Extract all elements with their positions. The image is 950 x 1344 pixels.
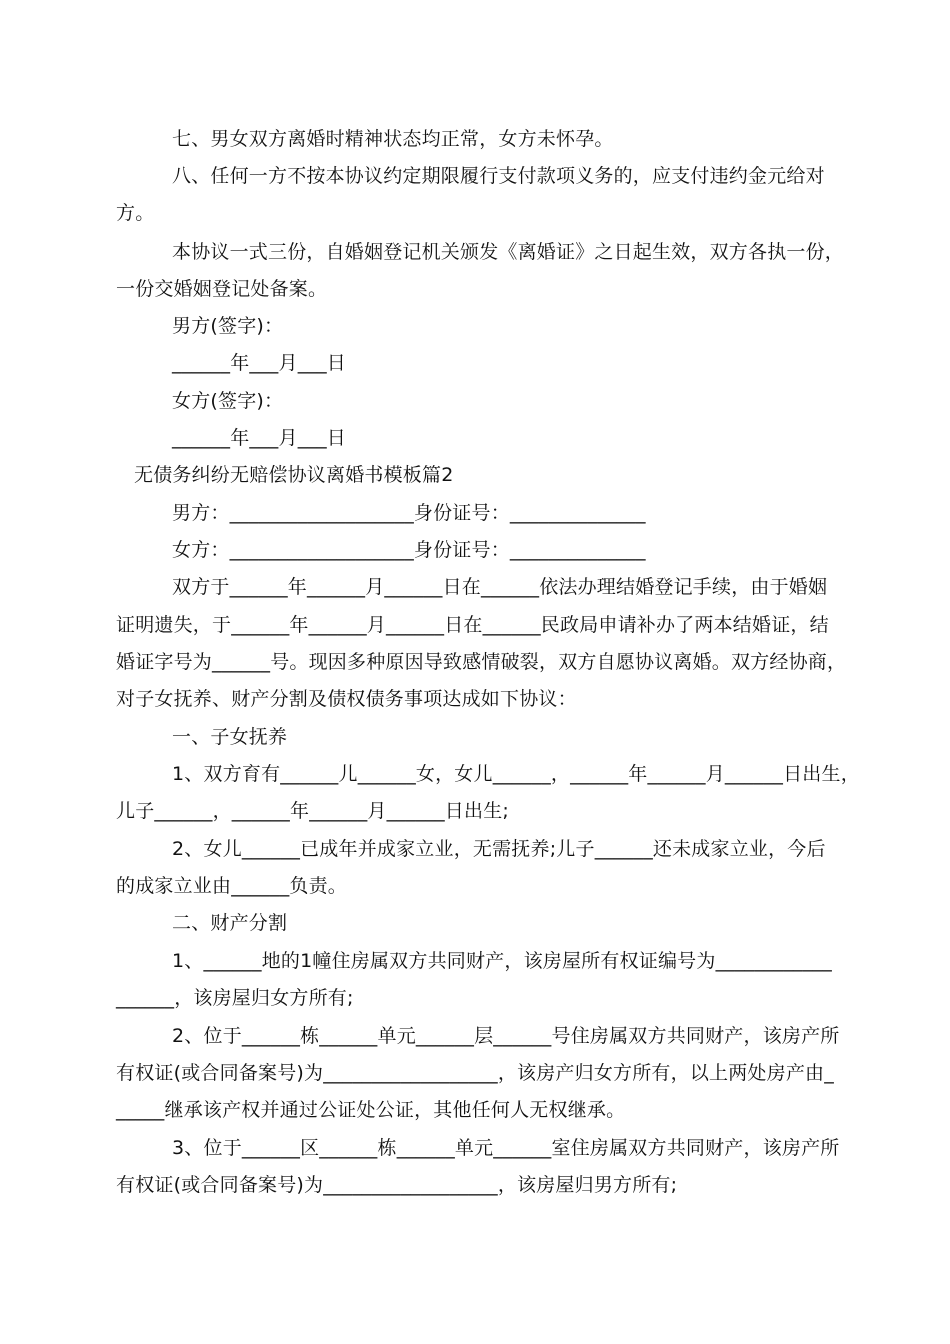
property-item-2-cont-2: _____继承该产权并通过公证处公证，其他任何人无权继承。 <box>116 1099 626 1121</box>
female-signature-date: ______年___月___日 <box>172 427 347 449</box>
female-id-line: 女方：___________________身份证号：______________ <box>172 539 646 561</box>
property-item-1-cont: ______，该房屋归女方所有; <box>116 987 354 1009</box>
heading-child-custody: 一、子女抚养 <box>172 726 288 748</box>
clause-7: 七、男女双方离婚时精神状态均正常，女方未怀孕。 <box>172 128 614 150</box>
property-item-3-cont: 有权证(或合同备案号)为__________________，该房屋归男方所有; <box>116 1174 678 1196</box>
validity-paragraph-cont: 一份交婚姻登记处备案。 <box>116 278 328 300</box>
section-title: 无债务纠纷无赔偿协议离婚书模板篇2 <box>134 464 454 486</box>
clause-8: 八、任何一方不按本协议约定期限履行支付款项义务的，应支付违约金元给对 <box>172 165 825 187</box>
marriage-paragraph-cont-3: 对子女抚养、财产分割及债权债务事项达成如下协议： <box>116 688 577 710</box>
property-item-2: 2、位于______栋______单元______层______号住房属双方共同财产，该房产所 <box>172 1025 840 1047</box>
validity-paragraph: 本协议一式三份，自婚姻登记机关颁发《离婚证》之日起生效，双方各执一份， <box>172 241 845 263</box>
property-item-3: 3、位于______区______栋______单元______室住房属双方共同财产，该房产所 <box>172 1137 840 1159</box>
heading-property-division: 二、财产分割 <box>172 912 288 934</box>
male-signature-label: 男方(签字)： <box>172 315 284 337</box>
custody-item-1: 1、双方育有______儿______女，女儿______，______年______月______日出生， <box>172 763 860 785</box>
male-signature-date: ______年___月___日 <box>172 352 347 374</box>
custody-item-1-cont: 儿子______，______年______月______日出生; <box>116 800 510 822</box>
marriage-paragraph-cont-2: 婚证字号为______号。现因多种原因导致感情破裂，双方自愿协议离婚。双方经协商， <box>116 651 847 673</box>
custody-item-2-cont: 的成家立业由______负责。 <box>116 875 348 897</box>
custody-item-2: 2、女儿______已成年并成家立业，无需抚养;儿子______还未成家立业，今后 <box>172 838 826 860</box>
marriage-paragraph: 双方于______年______月______日在______依法办理结婚登记手续，由于婚姻 <box>172 576 828 598</box>
clause-8-cont: 方。 <box>116 202 155 224</box>
property-item-2-cont-1: 有权证(或合同备案号)为__________________，该房产归女方所有，以上两处房产由_ <box>116 1062 834 1084</box>
marriage-paragraph-cont-1: 证明遗失，于______年______月______日在______民政局申请补办了两本结婚证，结 <box>116 614 829 636</box>
female-signature-label: 女方(签字)： <box>172 390 284 412</box>
property-item-1: 1、______地的1幢住房属双方共同财产，该房屋所有权证编号为____________ <box>172 950 832 972</box>
male-id-line: 男方：___________________身份证号：______________ <box>172 502 646 524</box>
